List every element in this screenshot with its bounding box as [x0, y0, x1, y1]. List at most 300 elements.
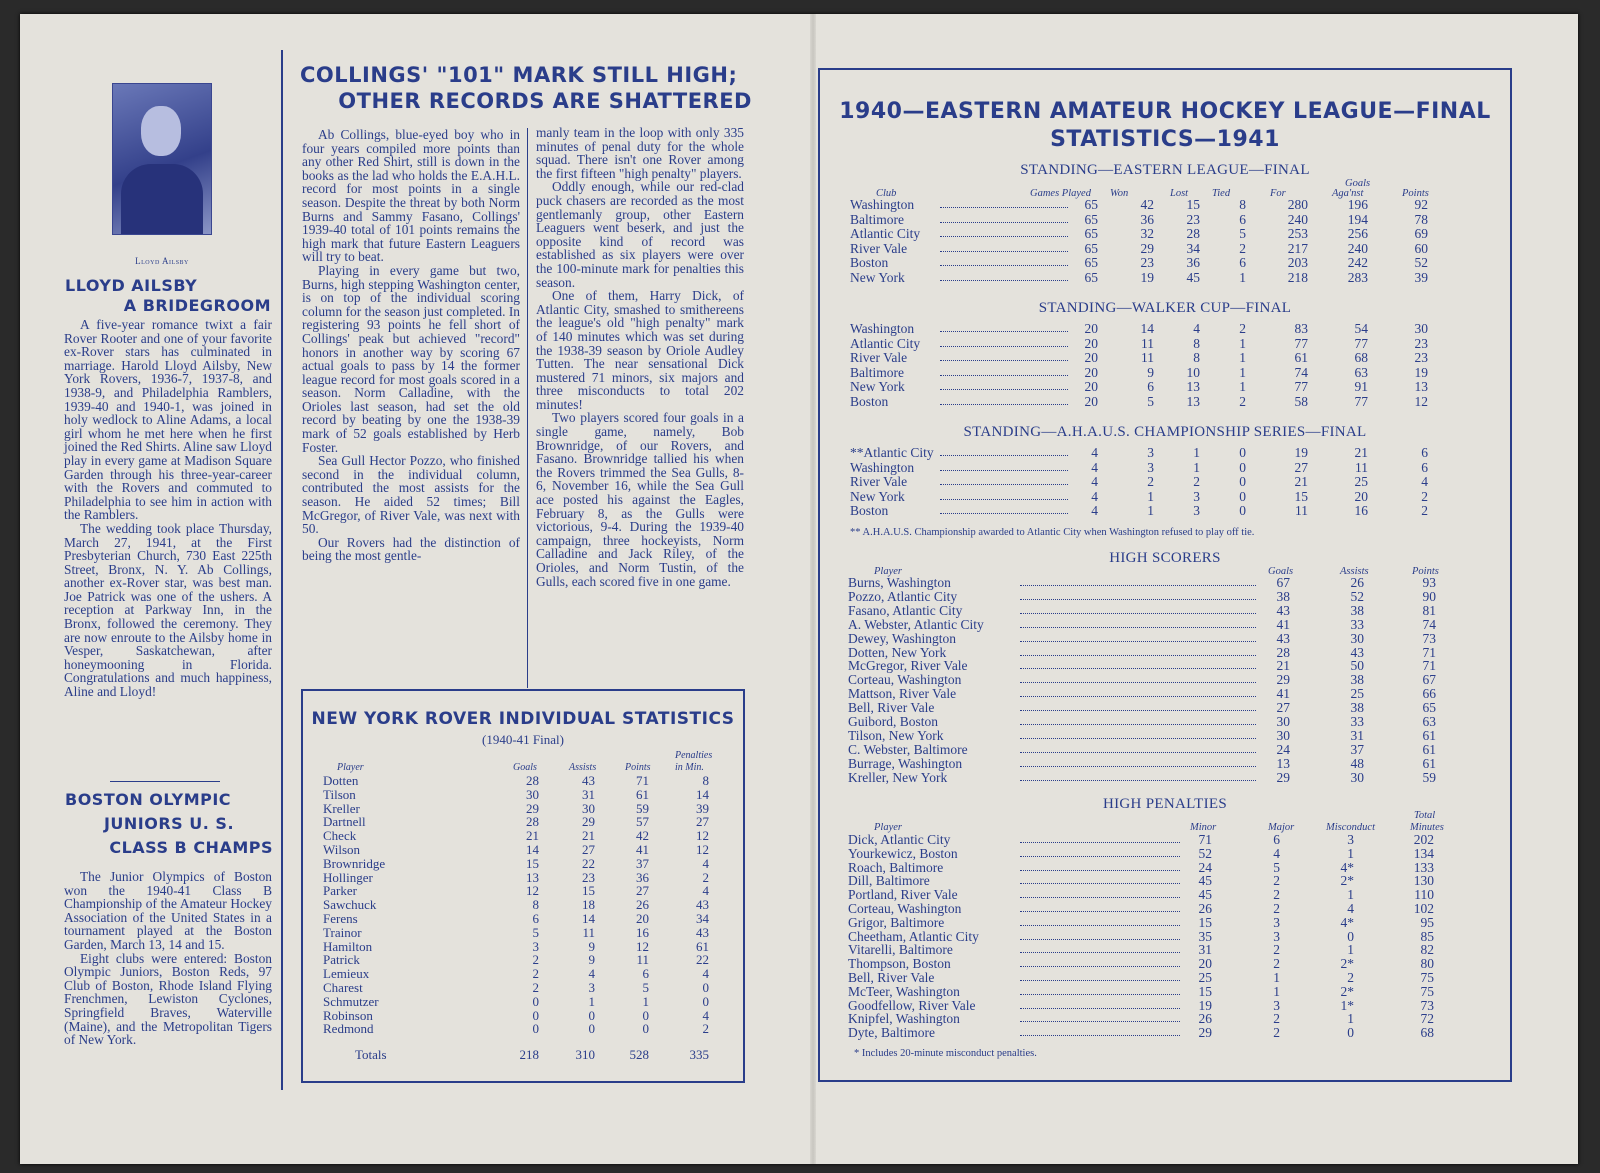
standing-row	[820, 337, 1510, 351]
standing-row	[820, 256, 1510, 270]
points: 71	[636, 773, 649, 788]
player-name: Kreller, New York	[848, 769, 948, 785]
ny-stats-row	[303, 940, 743, 954]
collings-headline-line2: OTHER RECORDS ARE SHATTERED	[338, 89, 752, 113]
club-name: New York	[850, 269, 905, 285]
games: 20	[1084, 364, 1098, 380]
ny-stats-row	[303, 898, 743, 912]
penalty-minutes: 2	[702, 869, 709, 885]
ny-stats-row	[303, 788, 743, 802]
goals-against: 242	[1347, 255, 1368, 270]
goals: 13	[526, 869, 539, 885]
total-minutes: 75	[1420, 983, 1434, 999]
player-name: Roach, Baltimore	[848, 859, 944, 875]
club-name: Washington	[850, 459, 915, 475]
assists: 38	[1350, 602, 1364, 618]
lost: 15	[1186, 197, 1200, 212]
club-name: Atlantic City	[850, 226, 921, 241]
assists: 29	[582, 814, 595, 830]
penalty-row	[820, 833, 1510, 847]
lost: 3	[1193, 488, 1200, 504]
standing-row	[820, 271, 1510, 285]
dot-leader	[1020, 1012, 1180, 1022]
goals: 38	[1276, 588, 1290, 604]
assists: 22	[582, 855, 595, 871]
standing-row	[820, 475, 1510, 489]
dot-leader	[940, 366, 1068, 376]
photo-caption: Lloyd Ailsby	[135, 256, 189, 266]
collings-paragraph: Our Rovers had the distinction of being the most gentle-	[302, 534, 520, 564]
col-header: Assists	[1340, 566, 1369, 577]
ny-stats-rows	[303, 774, 743, 1036]
misconduct: 2*	[1340, 956, 1354, 972]
goals-against: 20	[1354, 488, 1368, 504]
player-name: Dartnell	[323, 814, 366, 830]
lost: 4	[1193, 321, 1200, 336]
games: 65	[1084, 269, 1098, 285]
goals-against: 25	[1354, 474, 1368, 489]
minor: 26	[1198, 1011, 1212, 1027]
collings-paragraph: Sea Gull Hector Pozzo, who finished second in the individual column, contributed the most assists for the season. He aided 52 times; Bill McGregor, of River Vale, was next with 50.	[302, 453, 520, 537]
goals: 15	[526, 855, 539, 871]
goals: 67	[1276, 575, 1290, 590]
goals-against: 77	[1354, 335, 1368, 351]
points: 1	[642, 993, 649, 1009]
dot-leader	[940, 256, 1068, 266]
ny-stats-row	[303, 884, 743, 898]
points: 19	[1414, 364, 1428, 380]
collings-headline	[290, 62, 760, 114]
points: 67	[1422, 672, 1436, 688]
points: 2	[1421, 488, 1428, 504]
player-name: Mattson, River Vale	[848, 686, 957, 702]
standing-row	[820, 366, 1510, 380]
assists: 11	[582, 924, 595, 940]
col-header: Total	[1414, 810, 1436, 821]
walker-standing-title: STANDING—WALKER CUP—FINAL	[1038, 300, 1292, 316]
minor: 31	[1198, 942, 1212, 958]
scorer-row	[820, 771, 1510, 785]
dot-leader	[1020, 715, 1256, 725]
standing-row	[820, 380, 1510, 394]
player-name: Dewey, Washington	[848, 630, 957, 646]
ny-stats-row	[303, 802, 743, 816]
games: 20	[1084, 335, 1098, 351]
player-name: Dyte, Baltimore	[848, 1025, 935, 1041]
player-name: Tilson, New York	[848, 727, 944, 743]
dot-leader	[1020, 757, 1256, 767]
assists: 38	[1350, 672, 1364, 688]
major: 2	[1273, 901, 1280, 916]
col-header: Games Played	[1030, 188, 1091, 199]
dot-leader	[1020, 701, 1256, 711]
points: 73	[1422, 630, 1436, 646]
assists: 37	[1350, 741, 1364, 757]
ny-stats-row	[303, 815, 743, 829]
dot-leader	[940, 271, 1068, 281]
ny-stats-title: NEW YORK ROVER INDIVIDUAL STATISTICS	[311, 709, 735, 729]
standing-row	[820, 351, 1510, 365]
tied: 0	[1239, 445, 1246, 460]
col-header: Minutes	[1410, 822, 1444, 833]
ny-stats-header	[303, 748, 743, 774]
ny-stats-row	[303, 843, 743, 857]
ailsby-paragraph: A five-year romance twixt a fair Rover Rooter and one of your favorite ex-Rover stars has culminated in marriage. Harold Lloyd Ailsby, New York Rovers, 1936-7, 1937-8, and 1938-9, and Philadelphia Ramblers, 1939-40 and 1940-1, was joined in holy wedlock to Aline Adams, a local girl whom he met here when he first joined the Red Shirts. Aline saw Lloyd play in every game at Madison Square Garden through his three-year-career with the Rovers and commuted to Philadelphia to see him in action with the Ramblers.	[64, 317, 272, 523]
misconduct: 1	[1347, 845, 1354, 861]
assists: 4	[588, 966, 595, 982]
points: 59	[1422, 769, 1436, 785]
goals: 29	[1276, 769, 1290, 785]
goals: 24	[1276, 741, 1290, 757]
games: 20	[1084, 350, 1098, 365]
goals: 2	[532, 952, 539, 968]
scorer-row	[820, 729, 1510, 743]
eahl-title-line1: 1940—EASTERN AMATEUR HOCKEY LEAGUE—FINAL	[839, 99, 1491, 124]
won: 6	[1147, 379, 1154, 394]
games: 4	[1091, 445, 1098, 460]
points: 61	[1422, 727, 1436, 743]
goals-against: 11	[1355, 459, 1368, 475]
dot-leader	[940, 198, 1068, 208]
ny-stats-row	[303, 967, 743, 981]
dot-leader	[1020, 618, 1256, 628]
total-minutes: 73	[1420, 997, 1434, 1013]
club-name: River Vale	[850, 350, 908, 365]
standing-row	[820, 227, 1510, 241]
misconduct: 0	[1347, 928, 1354, 944]
collings-paragraph: Oddly enough, while our red-clad puck chasers are recorded as the most gentlemanly group, other Eastern Leaguers went beserk, and just the opposite kind of record was established as six players were over the 100-minute mark for penalties this season.	[536, 179, 744, 290]
standing-row	[820, 242, 1510, 256]
penalty-minutes: 34	[696, 910, 709, 926]
boston-headline-line1: BOSTON OLYMPIC	[65, 790, 232, 809]
won: 1	[1147, 503, 1154, 518]
dot-leader	[1020, 985, 1180, 995]
goals: 6	[532, 910, 539, 926]
major: 3	[1273, 914, 1280, 930]
dot-leader	[940, 380, 1068, 390]
boston-paragraph: The Junior Olympics of Boston won the 1940-41 Class B Championship of the Amateur Hockey Association of the United States in a tournament played at the Boston Garden, March 13, 14 and 15.	[64, 869, 272, 952]
assists: 30	[1350, 630, 1364, 646]
goals-for: 11	[1295, 503, 1308, 518]
goals-for: 74	[1294, 364, 1308, 380]
goals: 30	[1276, 727, 1290, 743]
minor: 15	[1198, 914, 1212, 930]
penalty-minutes: 0	[702, 993, 709, 1009]
won: 5	[1147, 393, 1154, 409]
total-minutes: 80	[1420, 956, 1434, 972]
col-header: Points	[1412, 566, 1439, 577]
points: 57	[636, 814, 649, 830]
player-name: Kreller	[323, 800, 360, 816]
goals-for: 203	[1287, 255, 1308, 270]
assists: 14	[582, 910, 595, 926]
penalty-minutes: 43	[696, 897, 709, 913]
ny-stats-subtitle: (1940-41 Final)	[482, 732, 564, 747]
dot-leader	[1020, 646, 1256, 656]
dot-leader	[1020, 957, 1180, 967]
tied: 0	[1239, 503, 1246, 518]
goals-against: 63	[1354, 364, 1368, 380]
goals-for: 240	[1287, 211, 1308, 227]
dot-leader	[1020, 632, 1256, 642]
points: 66	[1422, 686, 1436, 702]
player-name: Guibord, Boston	[848, 714, 939, 729]
high-scorers-title: HIGH SCORERS	[1109, 550, 1221, 566]
player-name: Bell, River Vale	[848, 700, 935, 716]
points: 11	[636, 952, 649, 968]
goals-against: 21	[1354, 445, 1368, 460]
major: 1	[1273, 970, 1280, 985]
eahl-title-line2: STATISTICS—1941	[1050, 127, 1280, 152]
major: 6	[1273, 832, 1280, 847]
ny-stats-row	[303, 871, 743, 885]
minor: 15	[1198, 983, 1212, 999]
points: 61	[636, 786, 649, 802]
standing-row	[820, 504, 1510, 518]
player-name: Charest	[323, 979, 363, 995]
minor: 26	[1198, 901, 1212, 916]
standing-row	[820, 490, 1510, 504]
tied: 1	[1239, 350, 1246, 365]
tied: 5	[1239, 226, 1246, 241]
points: 0	[642, 1021, 649, 1037]
col-header: Points	[1402, 188, 1429, 199]
collings-column-b	[536, 126, 744, 588]
games: 20	[1084, 393, 1098, 409]
collings-paragraph: One of them, Harry Dick, of Atlantic City, smashed to smithereens the league's old "high penalty" mark of 140 minutes which was set during the 1938-39 season by Oriole Audley Tutten. The near sensational Dick mustered 71 minors, six majors and three misconducts to total 202 minutes!	[536, 288, 744, 412]
lost: 23	[1186, 211, 1200, 227]
minor: 71	[1198, 832, 1212, 847]
minor: 25	[1198, 970, 1212, 985]
goals-against: 283	[1347, 269, 1368, 285]
ailsby-headline-line1: LLOYD AILSBY	[65, 276, 198, 295]
tied: 8	[1239, 197, 1246, 212]
points: 42	[636, 828, 649, 844]
assists: 48	[1350, 755, 1364, 771]
misconduct: 4*	[1340, 914, 1354, 930]
player-name: Portland, River Vale	[848, 887, 958, 903]
points: 37	[636, 855, 649, 871]
won: 9	[1147, 364, 1154, 380]
dot-leader	[1020, 604, 1256, 614]
assists: 9	[588, 938, 595, 954]
ailsby-photo	[112, 83, 212, 235]
assists: 30	[582, 800, 595, 816]
points: 39	[1414, 269, 1428, 285]
dot-leader	[1020, 729, 1256, 739]
penalty-minutes: 43	[696, 924, 709, 940]
games: 20	[1084, 321, 1098, 336]
player-name: Burns, Washington	[848, 575, 951, 590]
goals: 13	[1276, 755, 1290, 771]
club-name: River Vale	[850, 474, 908, 489]
penalty-row	[820, 971, 1510, 985]
minor: 35	[1198, 928, 1212, 944]
col-goals: Goals	[513, 762, 537, 773]
collings-paragraph: Ab Collings, blue-eyed boy who in four years compiled more points than any other Red Shirt, still is down in the books as the lad who holds the E.A.H.L. record for most points in a single season. Despite the threat by both Norm Burns and Sammy Fasano, Collings' 1939-40 total of 101 points remains the high mark that future Eastern Leaguers will try to beat.	[302, 127, 520, 265]
points: 59	[636, 800, 649, 816]
section-divider	[110, 781, 220, 782]
ny-rover-stats-box	[301, 689, 745, 1083]
points: 23	[1414, 335, 1428, 351]
goals-against: 240	[1347, 240, 1368, 256]
points: 0	[642, 1007, 649, 1023]
total-minutes: 134	[1413, 845, 1434, 861]
assists: 9	[588, 952, 595, 968]
assists: 1	[588, 993, 595, 1009]
goals-for: 21	[1294, 474, 1308, 489]
player-name: Ferens	[323, 910, 358, 926]
major: 5	[1273, 859, 1280, 875]
totals-goals: 218	[519, 1047, 539, 1063]
points: 23	[1414, 350, 1428, 365]
major: 4	[1273, 845, 1280, 861]
points: 71	[1422, 658, 1436, 674]
goals: 0	[532, 1021, 539, 1037]
total-minutes: 95	[1420, 914, 1434, 930]
minor: 19	[1198, 997, 1212, 1013]
dot-leader	[1020, 687, 1256, 697]
player-name: Schmutzer	[323, 993, 379, 1009]
minor: 45	[1198, 873, 1212, 889]
scorer-row	[820, 590, 1510, 604]
player-name: Corteau, Washington	[848, 901, 962, 916]
photo-face	[141, 106, 181, 156]
dot-leader	[1020, 916, 1180, 926]
goals-against: 194	[1347, 211, 1368, 227]
player-name: Robinson	[323, 1007, 373, 1023]
points: 90	[1422, 588, 1436, 604]
points: 6	[1421, 445, 1428, 460]
col-header: Player	[874, 822, 902, 833]
dot-leader	[1020, 771, 1256, 781]
goals: 43	[1276, 630, 1290, 646]
standing-row	[820, 461, 1510, 475]
won: 36	[1140, 211, 1154, 227]
lost: 1	[1193, 459, 1200, 475]
points: 2	[1421, 503, 1428, 518]
ny-stats-row	[303, 829, 743, 843]
ailsby-paragraph: The wedding took place Thursday, March 27, 1941, at the First Presbyterian Church, 730 East 225th Street, Bronx, N. Y. Ab Collings, another ex-Rover star, was best man. Joe Patrick was one of the ushers. A reception at Parkway Inn, in the Bronx, followed the ceremony. They are now enroute to the Ailsby home in Vesper, Saskatchewan, after honeymooning in Florida. Congratulations and much happiness, Aline and Lloyd!	[64, 520, 272, 700]
dot-leader	[1020, 888, 1180, 898]
goals: 12	[526, 883, 539, 899]
points: 78	[1414, 211, 1428, 227]
boston-headline-line2: JUNIORS U. S.	[103, 814, 235, 833]
games: 65	[1084, 240, 1098, 256]
dot-leader	[1020, 861, 1180, 871]
eahl-title	[820, 98, 1510, 154]
points: 69	[1414, 226, 1428, 241]
scorer-row	[820, 687, 1510, 701]
scorer-row	[820, 743, 1510, 757]
won: 23	[1140, 255, 1154, 270]
scorer-row	[820, 715, 1510, 729]
col-header: Misconduct	[1326, 822, 1375, 833]
games: 4	[1091, 488, 1098, 504]
ny-stats-totals	[303, 1048, 743, 1062]
player-name: Dotten	[323, 773, 359, 788]
goals-against: 196	[1347, 197, 1368, 212]
major: 2	[1273, 942, 1280, 958]
collings-column-a	[302, 128, 520, 563]
minor: 20	[1198, 956, 1212, 972]
dot-leader	[940, 475, 1068, 485]
dot-leader	[940, 213, 1068, 223]
penalty-row	[820, 902, 1510, 916]
won: 14	[1140, 321, 1154, 336]
goals-for: 77	[1294, 335, 1308, 351]
col-header: For	[1270, 188, 1286, 199]
penalty-row	[820, 847, 1510, 861]
tied: 0	[1239, 459, 1246, 475]
player-name: Check	[323, 828, 357, 844]
col-points: Points	[625, 762, 651, 773]
major: 2	[1273, 887, 1280, 903]
total-minutes: 102	[1413, 901, 1434, 916]
goals-for: 27	[1294, 459, 1308, 475]
goals: 41	[1276, 616, 1290, 632]
totals-points: 528	[629, 1047, 649, 1063]
penalty-minutes: 8	[702, 773, 709, 788]
penalty-minutes: 4	[702, 966, 709, 982]
club-name: New York	[850, 488, 905, 504]
dot-leader	[1020, 999, 1180, 1009]
assists: 52	[1350, 588, 1364, 604]
goals-for: 83	[1294, 321, 1308, 336]
goals-for: 217	[1287, 240, 1308, 256]
total-minutes: 130	[1413, 873, 1434, 889]
tied: 6	[1239, 211, 1246, 227]
player-name: Redmond	[323, 1021, 374, 1037]
player-name: Fasano, Atlantic City	[848, 602, 963, 618]
points: 60	[1414, 240, 1428, 256]
games: 65	[1084, 197, 1098, 212]
points: 65	[1422, 700, 1436, 716]
points: 6	[642, 966, 649, 982]
player-name: Corteau, Washington	[848, 672, 962, 688]
ny-stats-row	[303, 912, 743, 926]
lost: 28	[1186, 226, 1200, 241]
points: 12	[636, 938, 649, 954]
tied: 2	[1239, 321, 1246, 336]
major: 3	[1273, 928, 1280, 944]
totals-label: Totals	[355, 1047, 387, 1063]
player-name: Dill, Baltimore	[848, 873, 930, 889]
minor: 45	[1198, 887, 1212, 903]
standing-row	[820, 322, 1510, 336]
ny-stats-row	[303, 981, 743, 995]
penalty-minutes: 61	[696, 938, 709, 954]
col-header: Aga'nst	[1332, 188, 1364, 199]
collings-paragraph: manly team in the loop with only 335 minutes of penal duty for the whole squad. There isn't one Rover among the first fifteen "high penalty" players.	[536, 125, 744, 181]
goals: 29	[1276, 672, 1290, 688]
games: 65	[1084, 255, 1098, 270]
assists: 0	[588, 1021, 595, 1037]
scorer-row	[820, 673, 1510, 687]
total-minutes: 68	[1420, 1025, 1434, 1041]
ailsby-headline	[65, 276, 271, 316]
won: 2	[1147, 474, 1154, 489]
player-name: Pozzo, Atlantic City	[848, 588, 958, 604]
tied: 1	[1239, 364, 1246, 380]
goals: 27	[1276, 700, 1290, 716]
standing-row	[820, 198, 1510, 212]
penalty-row	[820, 916, 1510, 930]
points: 61	[1422, 741, 1436, 757]
ny-stats-row	[303, 926, 743, 940]
penalty-row	[820, 1026, 1510, 1040]
standing-row	[820, 395, 1510, 409]
